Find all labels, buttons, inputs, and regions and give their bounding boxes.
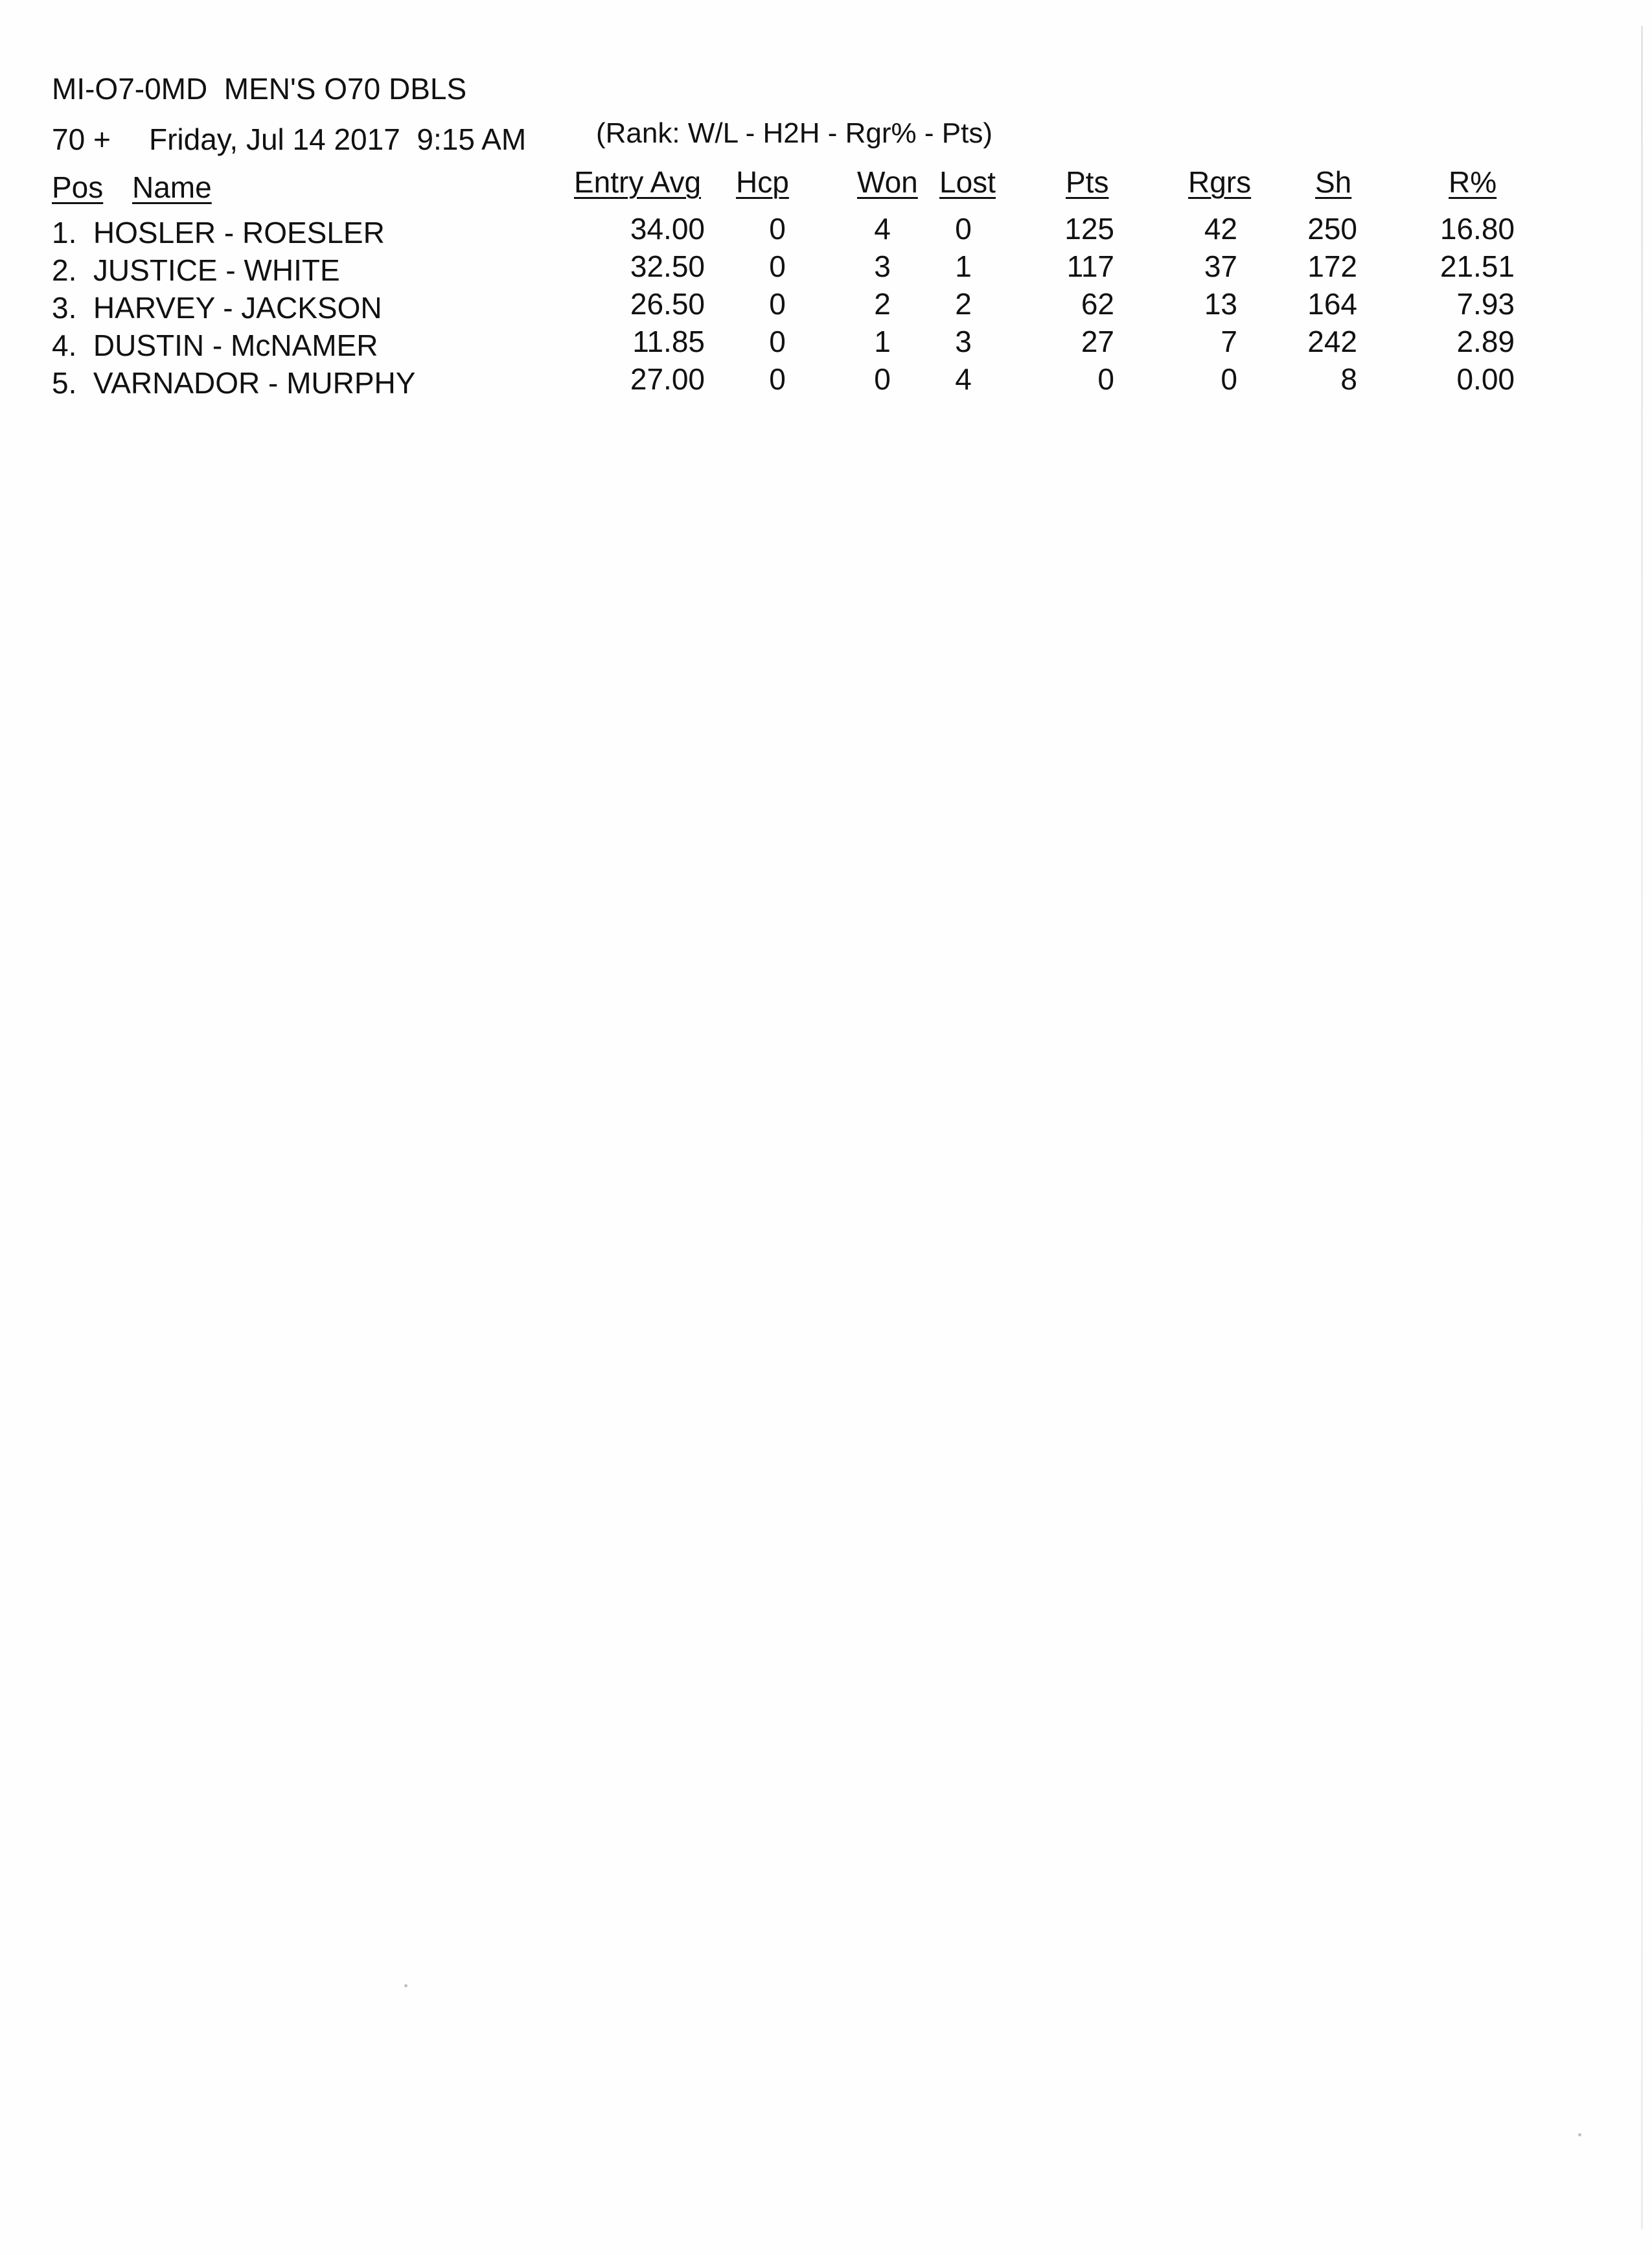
hcp: 0	[769, 212, 786, 246]
table-row	[0, 251, 1652, 289]
lost: 1	[955, 249, 972, 283]
table-row	[0, 289, 1652, 327]
entry-avg: 27.00	[630, 362, 705, 396]
hcp: 0	[769, 325, 786, 358]
team-name: 3. HARVEY - JACKSON	[52, 291, 382, 325]
lost: 2	[955, 287, 972, 321]
scan-speck	[404, 1984, 407, 1987]
column-header-entry-avg: Entry Avg	[574, 165, 702, 199]
entry-avg: 11.85	[632, 325, 705, 358]
event-date-time: Friday, Jul 14 2017 9:15 AM	[149, 122, 527, 156]
rgrs: 7	[1221, 325, 1237, 358]
column-header-pts: Pts	[1066, 165, 1109, 199]
team-name: 5. VARNADOR - MURPHY	[52, 366, 416, 400]
rgrs: 42	[1204, 212, 1237, 246]
team-name: 1. HOSLER - ROESLER	[52, 216, 385, 249]
sh: 250	[1307, 212, 1357, 246]
team-name: 2. JUSTICE - WHITE	[52, 253, 340, 287]
r-percent: 2.89	[1456, 325, 1515, 358]
event-title: MI-O7-0MD MEN'S O70 DBLS	[52, 72, 467, 106]
pts: 62	[1081, 287, 1114, 321]
r-percent: 21.51	[1440, 249, 1515, 283]
table-row	[0, 327, 1652, 364]
r-percent: 7.93	[1456, 287, 1515, 321]
won: 4	[874, 212, 891, 246]
pts: 0	[1097, 362, 1114, 396]
ranking-rule: (Rank: W/L - H2H - Rgr% - Pts)	[596, 117, 992, 149]
team-name: 4. DUSTIN - McNAMER	[52, 329, 378, 362]
column-header-won: Won	[857, 165, 918, 199]
r-percent: 16.80	[1440, 212, 1515, 246]
pts: 27	[1081, 325, 1114, 358]
entry-avg: 32.50	[630, 249, 705, 283]
won: 2	[874, 287, 891, 321]
column-header-hcp: Hcp	[736, 165, 789, 199]
hcp: 0	[769, 249, 786, 283]
won: 3	[874, 249, 891, 283]
column-header-pos: Pos	[52, 170, 104, 204]
lost: 0	[955, 212, 972, 246]
lost: 4	[955, 362, 972, 396]
won: 0	[874, 362, 891, 396]
column-header-r-percent: R%	[1449, 165, 1497, 199]
table-row	[0, 364, 1652, 402]
rgrs: 37	[1204, 249, 1237, 283]
pts: 117	[1066, 249, 1114, 283]
rgrs: 0	[1221, 362, 1237, 396]
scan-speck	[1578, 2133, 1581, 2136]
sh: 8	[1340, 362, 1357, 396]
entry-avg: 26.50	[630, 287, 705, 321]
hcp: 0	[769, 287, 786, 321]
table-row	[0, 214, 1652, 251]
column-header-rgrs: Rgrs	[1188, 165, 1252, 199]
column-header-name: Name	[132, 170, 212, 204]
lost: 3	[955, 325, 972, 358]
hcp: 0	[769, 362, 786, 396]
r-percent: 0.00	[1456, 362, 1515, 396]
won: 1	[874, 325, 891, 358]
standings-table	[0, 214, 1652, 402]
rgrs: 13	[1204, 287, 1237, 321]
age-group: 70 +	[52, 122, 111, 156]
sh: 164	[1307, 287, 1357, 321]
sh: 172	[1307, 249, 1357, 283]
pts: 125	[1064, 212, 1114, 246]
sh: 242	[1307, 325, 1357, 358]
column-header-sh: Sh	[1315, 165, 1352, 199]
column-header-lost: Lost	[939, 165, 996, 199]
entry-avg: 34.00	[630, 212, 705, 246]
